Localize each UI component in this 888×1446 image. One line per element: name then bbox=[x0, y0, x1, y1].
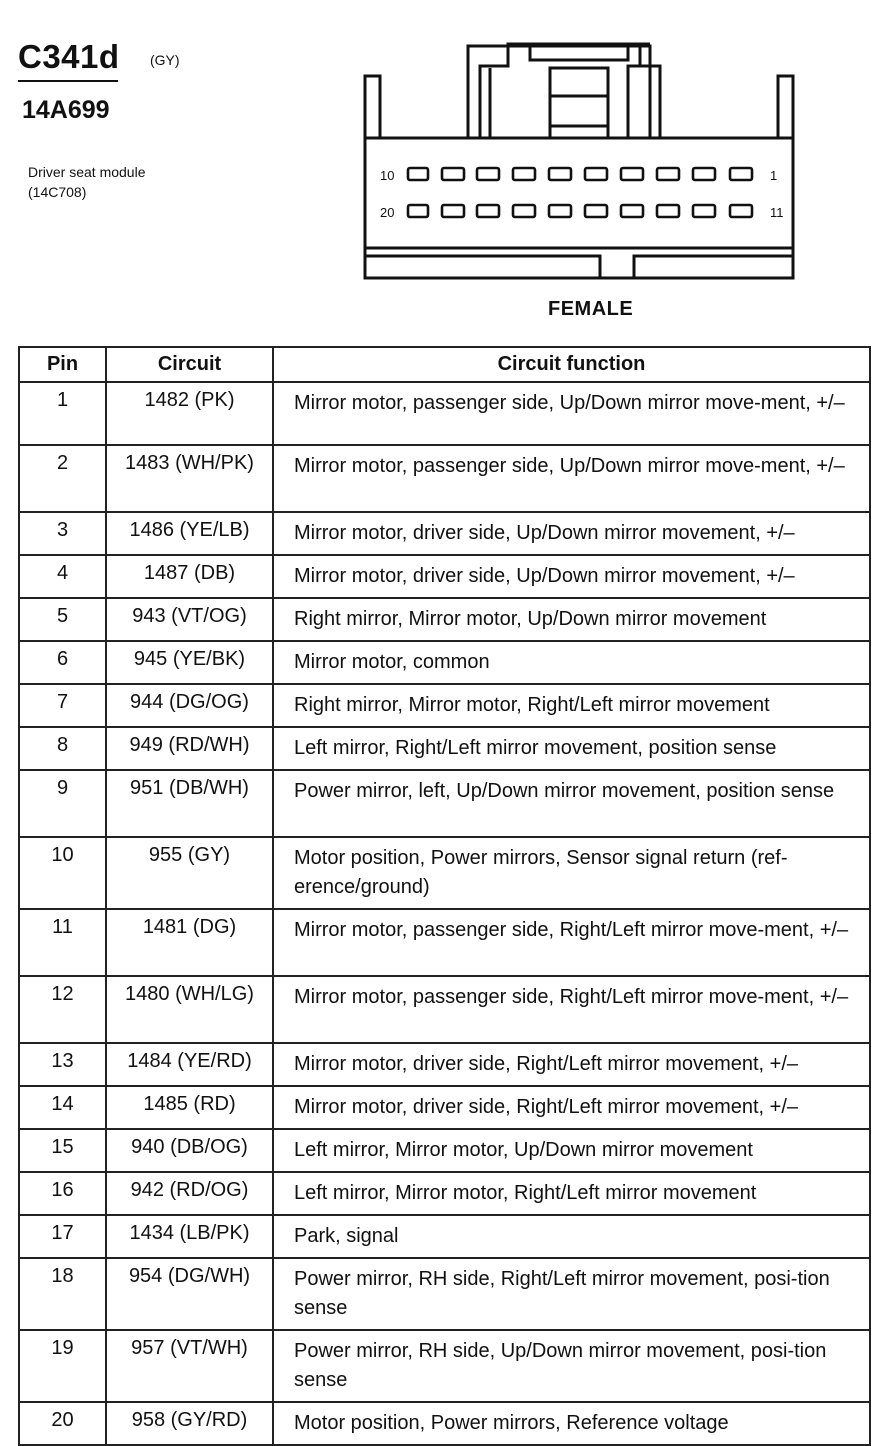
circuit-id: 944 (DG/OG) bbox=[106, 684, 273, 727]
circuit-function: Mirror motor, passenger side, Up/Down mirror move-ment, +/– bbox=[273, 382, 870, 445]
table-row bbox=[19, 555, 870, 598]
connector-color: (GY) bbox=[150, 52, 180, 68]
module-name: Driver seat module bbox=[28, 164, 146, 180]
pin-number: 2 bbox=[19, 445, 106, 512]
circuit-function: Mirror motor, driver side, Right/Left mirror movement, +/– bbox=[273, 1043, 870, 1086]
pin-cavity-18 bbox=[477, 205, 499, 217]
connector-gender-label: FEMALE bbox=[548, 298, 634, 320]
circuit-function: Left mirror, Mirror motor, Right/Left mirror movement bbox=[273, 1172, 870, 1215]
part-number: 14A699 bbox=[22, 96, 110, 124]
table-row bbox=[19, 909, 870, 976]
pin-cavity-20 bbox=[408, 205, 428, 217]
table-row bbox=[19, 641, 870, 684]
circuit-id: 949 (RD/WH) bbox=[106, 727, 273, 770]
pinout-table bbox=[18, 346, 871, 1446]
circuit-id: 943 (VT/OG) bbox=[106, 598, 273, 641]
pin-cavity-14 bbox=[621, 205, 643, 217]
circuit-id: 1483 (WH/PK) bbox=[106, 445, 273, 512]
circuit-id: 940 (DB/OG) bbox=[106, 1129, 273, 1172]
pin-cavity-5 bbox=[585, 168, 607, 180]
table-row bbox=[19, 512, 870, 555]
connector-key bbox=[365, 256, 793, 278]
circuit-function: Mirror motor, driver side, Up/Down mirror movement, +/– bbox=[273, 512, 870, 555]
table-row bbox=[19, 1215, 870, 1258]
pin-number: 16 bbox=[19, 1172, 106, 1215]
module-part-number: (14C708) bbox=[28, 184, 87, 200]
pin-cavity-6 bbox=[549, 168, 571, 180]
circuit-function: Left mirror, Right/Left mirror movement, position sense bbox=[273, 727, 870, 770]
circuit-id: 957 (VT/WH) bbox=[106, 1330, 273, 1402]
connector-latch bbox=[468, 44, 660, 138]
circuit-id: 1482 (PK) bbox=[106, 382, 273, 445]
pin-cavity-11 bbox=[730, 205, 752, 217]
pin-number: 17 bbox=[19, 1215, 106, 1258]
pin-number: 9 bbox=[19, 770, 106, 837]
table-row bbox=[19, 382, 870, 445]
pin-number: 8 bbox=[19, 727, 106, 770]
circuit-id: 1481 (DG) bbox=[106, 909, 273, 976]
circuit-function: Mirror motor, common bbox=[273, 641, 870, 684]
pin-cavity-13 bbox=[657, 205, 679, 217]
pin-number: 6 bbox=[19, 641, 106, 684]
circuit-function: Power mirror, RH side, Right/Left mirror movement, posi-tion sense bbox=[273, 1258, 870, 1330]
circuit-id: 1480 (WH/LG) bbox=[106, 976, 273, 1043]
pin-number: 14 bbox=[19, 1086, 106, 1129]
pin-label-20: 20 bbox=[380, 205, 395, 220]
table-row bbox=[19, 1043, 870, 1086]
pin-cavity-8 bbox=[477, 168, 499, 180]
table-row bbox=[19, 1258, 870, 1330]
pin-number: 3 bbox=[19, 512, 106, 555]
circuit-id: 1484 (YE/RD) bbox=[106, 1043, 273, 1086]
circuit-function: Power mirror, RH side, Up/Down mirror movement, posi-tion sense bbox=[273, 1330, 870, 1402]
circuit-id: 954 (DG/WH) bbox=[106, 1258, 273, 1330]
table-row bbox=[19, 598, 870, 641]
table-row bbox=[19, 976, 870, 1043]
pin-cavity-12 bbox=[693, 205, 715, 217]
circuit-id: 955 (GY) bbox=[106, 837, 273, 909]
column-header-function: Circuit function bbox=[273, 347, 870, 382]
pin-cavity-16 bbox=[549, 205, 571, 217]
module-description bbox=[28, 162, 146, 202]
pin-label-1: 1 bbox=[770, 168, 778, 183]
pin-cavity-9 bbox=[442, 168, 464, 180]
pin-label-10: 10 bbox=[380, 168, 395, 183]
circuit-id: 1486 (YE/LB) bbox=[106, 512, 273, 555]
table-row bbox=[19, 727, 870, 770]
pin-cavity-1 bbox=[730, 168, 752, 180]
circuit-function: Mirror motor, driver side, Up/Down mirror movement, +/– bbox=[273, 555, 870, 598]
connector-code: C341d bbox=[18, 38, 120, 75]
table-row bbox=[19, 1086, 870, 1129]
pin-cavity-15 bbox=[585, 205, 607, 217]
table-row bbox=[19, 1402, 870, 1445]
connector-code-underline bbox=[18, 80, 118, 82]
circuit-function: Mirror motor, driver side, Right/Left mirror movement, +/– bbox=[273, 1086, 870, 1129]
pin-number: 15 bbox=[19, 1129, 106, 1172]
pin-number: 20 bbox=[19, 1402, 106, 1445]
table-row bbox=[19, 770, 870, 837]
pin-cavity-4 bbox=[621, 168, 643, 180]
pin-number: 5 bbox=[19, 598, 106, 641]
pin-number: 11 bbox=[19, 909, 106, 976]
pin-number: 18 bbox=[19, 1258, 106, 1330]
pin-number: 10 bbox=[19, 837, 106, 909]
table-row bbox=[19, 445, 870, 512]
circuit-id: 1487 (DB) bbox=[106, 555, 273, 598]
circuit-id: 942 (RD/OG) bbox=[106, 1172, 273, 1215]
pin-number: 4 bbox=[19, 555, 106, 598]
pin-number: 19 bbox=[19, 1330, 106, 1402]
circuit-function: Mirror motor, passenger side, Up/Down mirror move-ment, +/– bbox=[273, 445, 870, 512]
pin-label-11: 11 bbox=[770, 205, 784, 220]
pin-cavity-2 bbox=[693, 168, 715, 180]
pin-number: 13 bbox=[19, 1043, 106, 1086]
pin-cavity-10 bbox=[408, 168, 428, 180]
circuit-id: 1434 (LB/PK) bbox=[106, 1215, 273, 1258]
circuit-function: Power mirror, left, Up/Down mirror movement, position sense bbox=[273, 770, 870, 837]
circuit-id: 958 (GY/RD) bbox=[106, 1402, 273, 1445]
circuit-id: 1485 (RD) bbox=[106, 1086, 273, 1129]
circuit-function: Motor position, Power mirrors, Reference voltage bbox=[273, 1402, 870, 1445]
table-row bbox=[19, 1172, 870, 1215]
circuit-id: 945 (YE/BK) bbox=[106, 641, 273, 684]
circuit-function: Left mirror, Mirror motor, Up/Down mirror movement bbox=[273, 1129, 870, 1172]
pin-cavity-19 bbox=[442, 205, 464, 217]
pin-number: 7 bbox=[19, 684, 106, 727]
column-header-circuit: Circuit bbox=[106, 347, 273, 382]
circuit-function: Mirror motor, passenger side, Right/Left mirror move-ment, +/– bbox=[273, 909, 870, 976]
connector-face-diagram bbox=[350, 38, 810, 288]
table-row bbox=[19, 1129, 870, 1172]
column-header-pin: Pin bbox=[19, 347, 106, 382]
circuit-function: Right mirror, Mirror motor, Up/Down mirror movement bbox=[273, 598, 870, 641]
connector-pin-panel bbox=[365, 138, 793, 248]
pin-cavity-7 bbox=[513, 168, 535, 180]
pin-number: 1 bbox=[19, 382, 106, 445]
circuit-function: Motor position, Power mirrors, Sensor signal return (ref-erence/ground) bbox=[273, 837, 870, 909]
pin-cavity-3 bbox=[657, 168, 679, 180]
pin-cavity-17 bbox=[513, 205, 535, 217]
circuit-function: Park, signal bbox=[273, 1215, 870, 1258]
pin-number: 12 bbox=[19, 976, 106, 1043]
table-header-row bbox=[19, 347, 870, 382]
circuit-id: 951 (DB/WH) bbox=[106, 770, 273, 837]
table-row bbox=[19, 684, 870, 727]
circuit-function: Right mirror, Mirror motor, Right/Left mirror movement bbox=[273, 684, 870, 727]
circuit-function: Mirror motor, passenger side, Right/Left mirror move-ment, +/– bbox=[273, 976, 870, 1043]
table-row bbox=[19, 837, 870, 909]
table-row bbox=[19, 1330, 870, 1402]
